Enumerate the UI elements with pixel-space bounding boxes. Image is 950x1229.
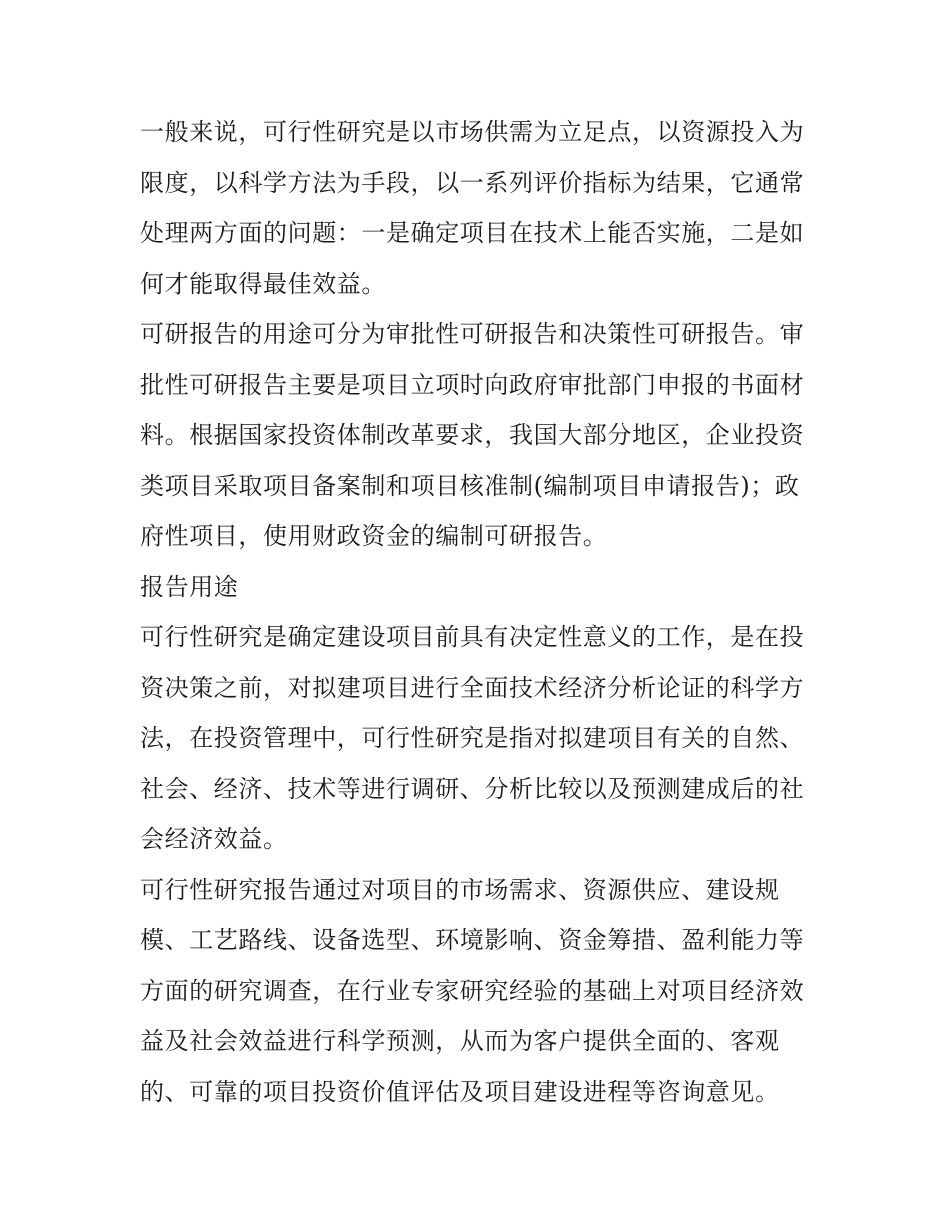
paragraph-report-uses-types: 可研报告的用途可分为审批性可研报告和决策性可研报告。审批性可研报告主要是项目立项时向政府审批部门申报的书面材料。根据国家投资体制改革要求，我国大部分地区，企业投资类项目采取项目备案制和项目核准制(编制项目申请报告)；政府性项目，使用财政资金的编制可研报告。 xyxy=(140,320,805,550)
paragraph-feasibility-overview: 一般来说，可行性研究是以市场供需为立足点，以资源投入为限度，以科学方法为手段，以一系列评价指标为结果，它通常处理两方面的问题：一是确定项目在技术上能否实施，二是如何才能取得最佳效益。 xyxy=(140,118,805,298)
paragraph-feasibility-definition: 可行性研究是确定建设项目前具有决定性意义的工作，是在投资决策之前，对拟建项目进行全面技术经济分析论证的科学方法，在投资管理中，可行性研究是指对拟建项目有关的自然、社会、经济、技术等进行调研、分析比较以及预测建成后的社会经济效益。 xyxy=(140,623,805,853)
section-heading-report-uses: 报告用途 xyxy=(140,572,239,601)
document-body xyxy=(140,107,815,1117)
paragraph-report-content: 可行性研究报告通过对项目的市场需求、资源供应、建设规模、工艺路线、设备选型、环境影响、资金筹措、盈利能力等方面的研究调查，在行业专家研究经验的基础上对项目经济效益及社会效益进行科学预测，从而为客户提供全面的、客观的、可靠的项目投资价值评估及项目建设进程等咨询意见。 xyxy=(140,875,805,1106)
